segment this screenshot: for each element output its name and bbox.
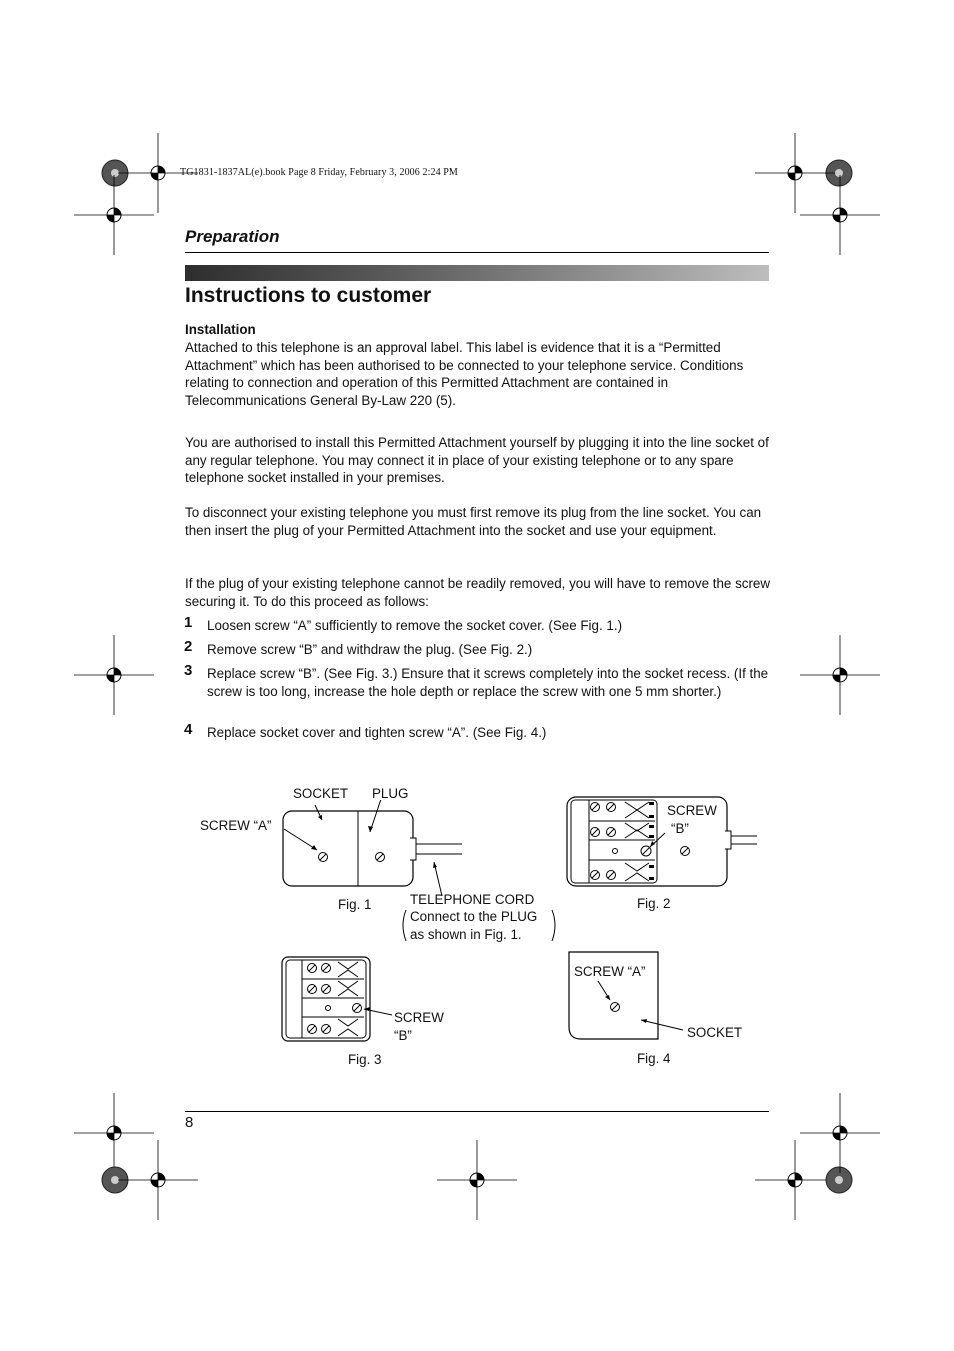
step-text: Loosen screw “A” sufficiently to remove the socket cover. (See Fig. 1.) bbox=[207, 618, 623, 633]
fig1-screw-label: SCREW “A” bbox=[200, 818, 272, 833]
figure-3-drawing bbox=[280, 955, 400, 1045]
fig1-note-line2: as shown in Fig. 1. bbox=[410, 927, 522, 942]
paragraph-2: You are authorised to install this Permitted Attachment yourself by plugging it into the line socket of any regular telephone. You may connect it in place of your existing telephone or to any spare telephone socket installed in your premises. bbox=[185, 435, 769, 486]
installation-heading: Installation bbox=[185, 322, 256, 337]
gradient-bar bbox=[185, 265, 769, 281]
fig1-note-line1: Connect to the PLUG bbox=[410, 909, 538, 924]
paragraph-4: If the plug of your existing telephone cannot be readily removed, you will have to remove the screw securing it. To do this proceed as follows: bbox=[185, 576, 771, 609]
fig1-plug-label: PLUG bbox=[372, 786, 409, 801]
paragraph-3: To disconnect your existing telephone you must first remove its plug from the line socket. You can then insert the plug of your Permitted Attachment into the socket and use your equipment. bbox=[185, 505, 762, 538]
fig4-caption: Fig. 4 bbox=[637, 1051, 671, 1066]
fig3-screw-label: SCREW bbox=[394, 1010, 444, 1025]
fig4-socket-label: SOCKET bbox=[687, 1025, 743, 1040]
step-text: Replace socket cover and tighten screw “A”. (See Fig. 4.) bbox=[207, 725, 547, 740]
fig4-screw-label: SCREW “A” bbox=[574, 964, 646, 979]
fig2-caption: Fig. 2 bbox=[637, 896, 671, 911]
page-number: 8 bbox=[185, 1114, 194, 1131]
figure-1-drawing bbox=[270, 800, 470, 900]
page-title: Instructions to customer bbox=[185, 284, 432, 307]
step-number: 1 bbox=[184, 614, 193, 631]
fig1-socket-label: SOCKET bbox=[293, 786, 349, 801]
step-text: Remove screw “B” and withdraw the plug. (See Fig. 2.) bbox=[207, 642, 533, 657]
figure-2-drawing bbox=[565, 795, 760, 890]
file-header: TG1831-1837AL(e).book Page 8 Friday, February 3, 2006 2:24 PM bbox=[180, 167, 458, 178]
fig3-screw-label-b: “B” bbox=[394, 1028, 412, 1043]
fig2-screw-label: SCREW bbox=[667, 803, 717, 818]
step-number: 2 bbox=[184, 638, 193, 655]
step-text: Replace screw “B”. (See Fig. 3.) Ensure that it screws completely into the socket recess. (If the screw is too long, increase the hole depth or replace the screw with one 5 mm shorter.) bbox=[207, 666, 769, 699]
note-brackets bbox=[398, 908, 560, 944]
paragraph-1: Attached to this telephone is an approval label. This label is evidence that it is a “Permitted Attachment” which has been authorised to be connected to your telephone service. Conditions relating to connection and operation of this Permitted Attachment are contained in Telecommunications General By-Law 220 (5). bbox=[185, 340, 744, 409]
fig1-caption: Fig. 1 bbox=[338, 897, 372, 912]
header-rule bbox=[185, 252, 769, 253]
footer-rule bbox=[185, 1111, 769, 1112]
fig2-screw-label-b: “B” bbox=[671, 821, 689, 836]
fig1-cord-label: TELEPHONE CORD bbox=[410, 892, 535, 907]
step-number: 4 bbox=[184, 721, 193, 738]
step-number: 3 bbox=[184, 662, 193, 679]
fig3-caption: Fig. 3 bbox=[348, 1052, 382, 1067]
section-title: Preparation bbox=[185, 227, 280, 246]
